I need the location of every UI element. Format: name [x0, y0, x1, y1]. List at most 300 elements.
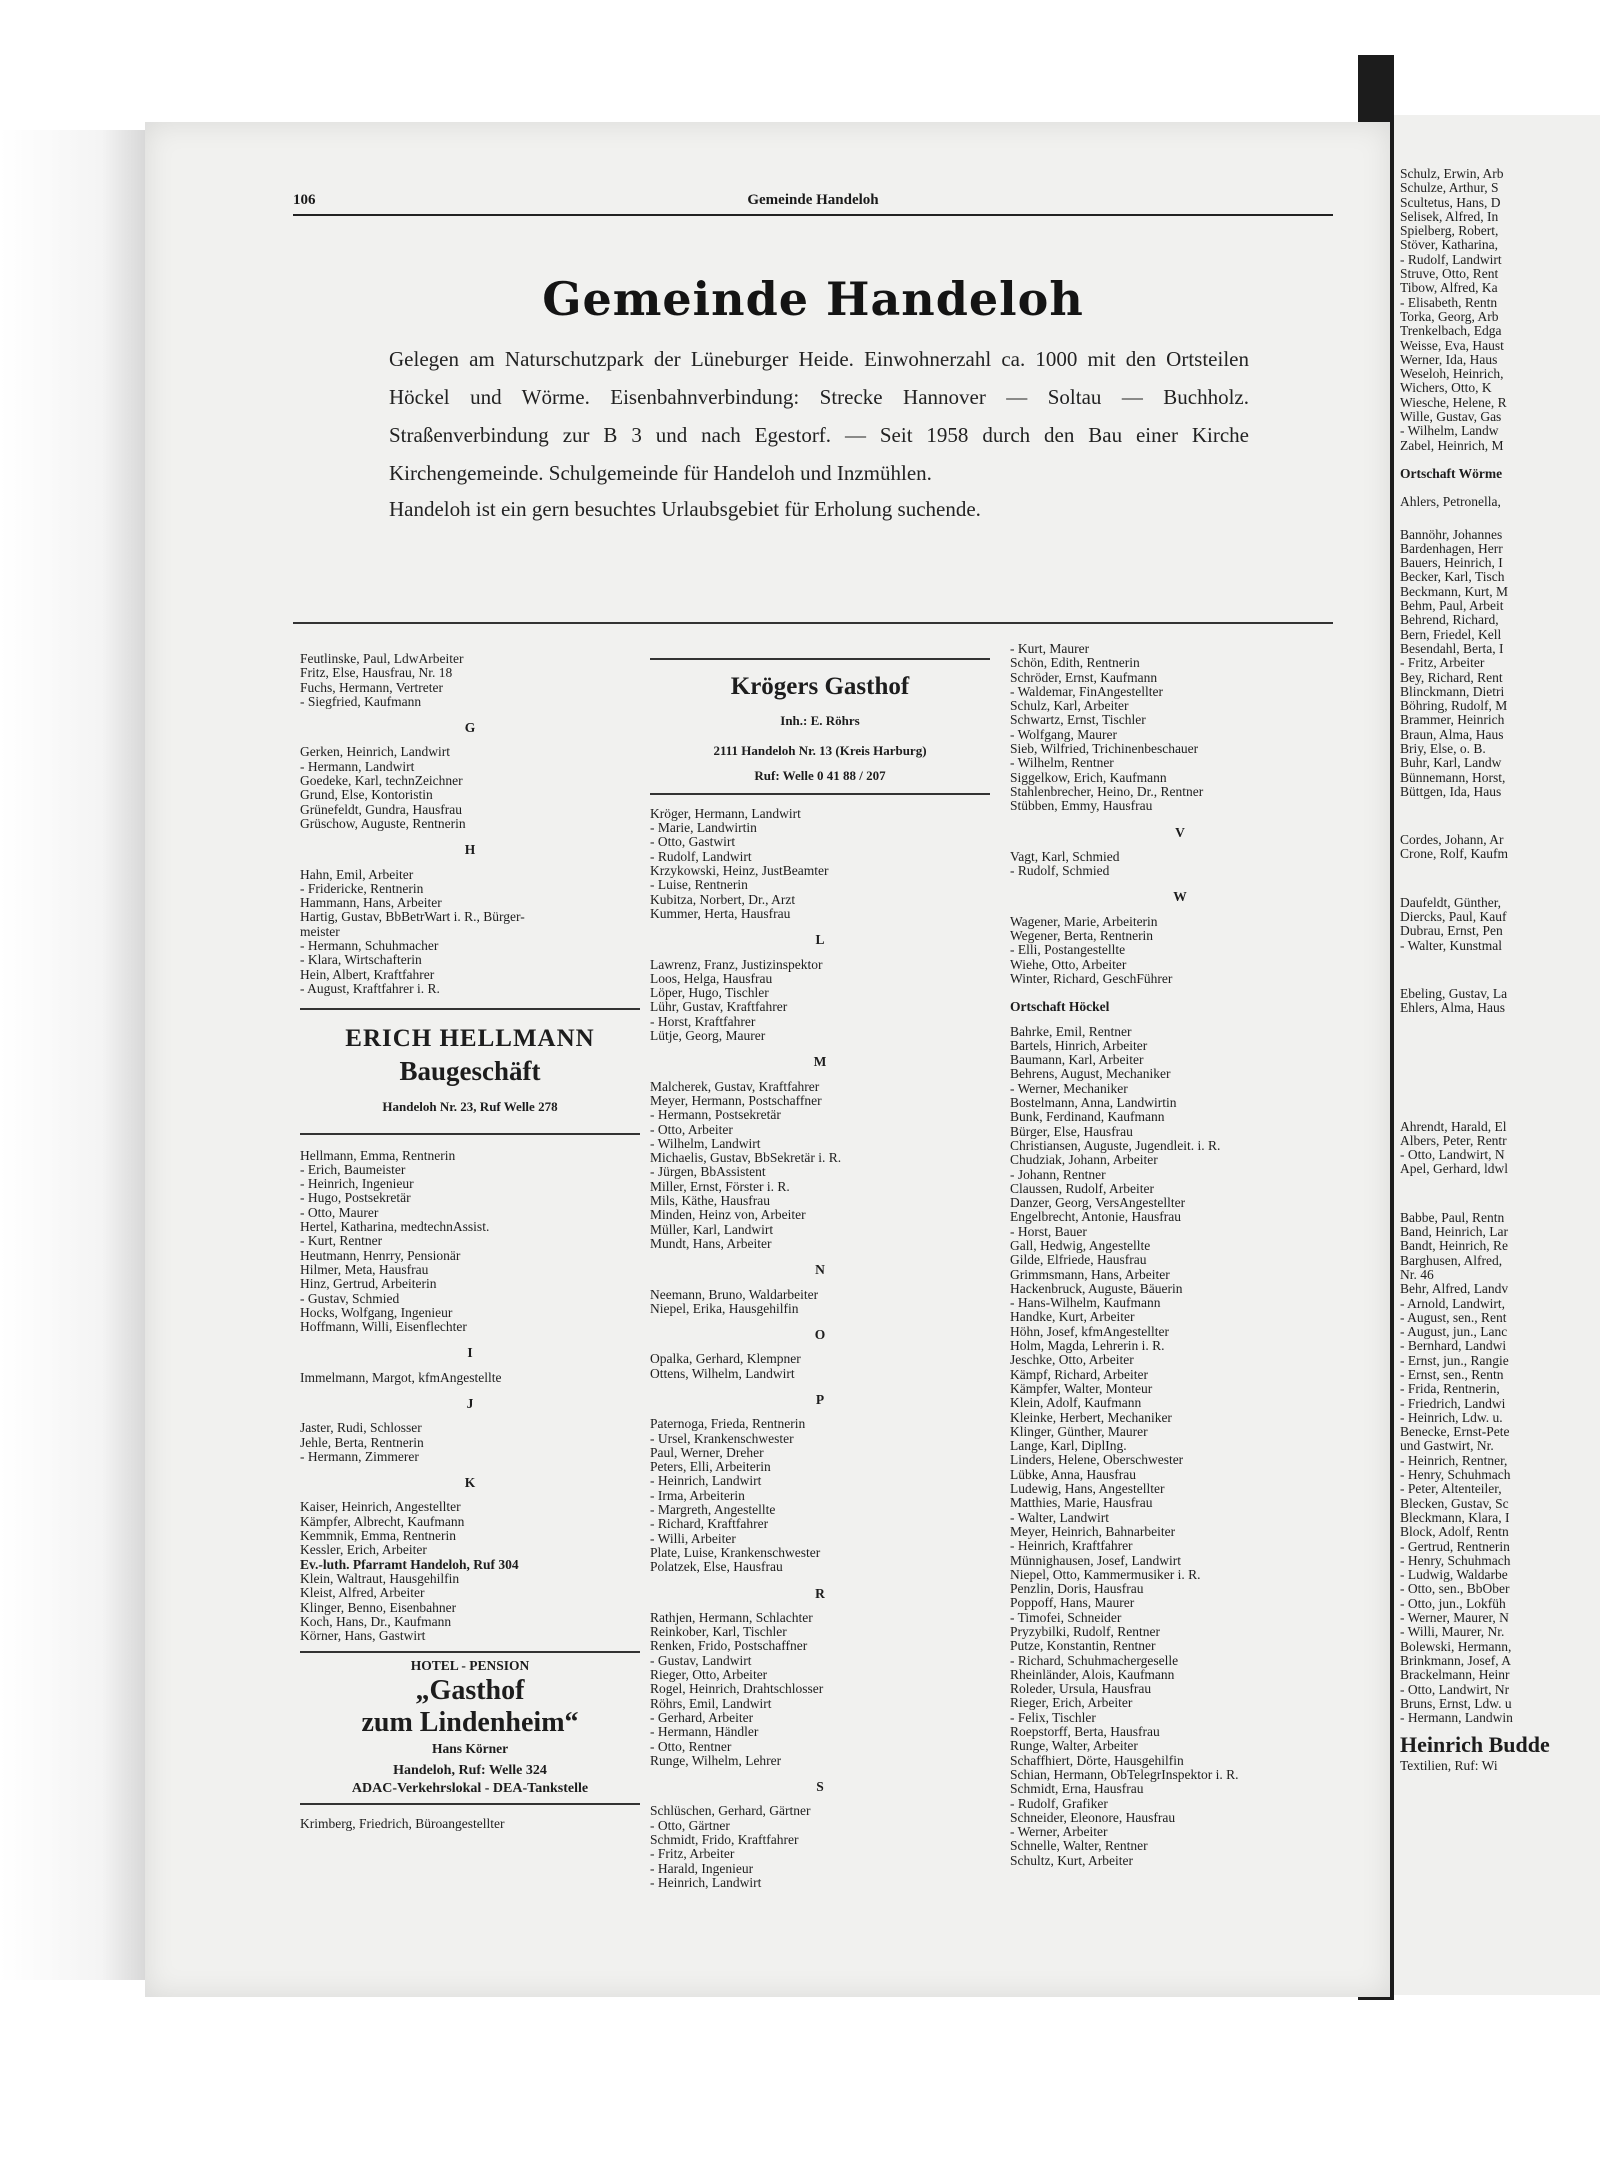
directory-entry: - Klara, Wirtschafterin — [300, 952, 422, 968]
directory-entry: Mils, Käthe, Hausfrau — [650, 1193, 770, 1209]
directory-entry: Wille, Gustav, Gas — [1400, 409, 1502, 425]
running-title: Gemeinde Handeloh — [747, 192, 879, 208]
directory-entry: Müller, Karl, Landwirt — [650, 1221, 774, 1237]
entry-list-g — [300, 745, 640, 831]
directory-entry: - Waldemar, FinAngestellter — [1010, 683, 1163, 699]
directory-entry: - Walter, Kunstmal — [1400, 937, 1502, 953]
letter-heading-m: M — [813, 1054, 827, 1070]
directory-entry: Wichers, Otto, K — [1400, 380, 1492, 396]
directory-entry: - Hugo, Postsekretär — [300, 1190, 411, 1206]
entry-list-f — [1400, 987, 1550, 1016]
directory-entry: Behr, Alfred, Landv — [1400, 1281, 1509, 1297]
spacer — [1400, 1068, 1550, 1120]
directory-entry: - Heinrich, Landwirt — [650, 1874, 762, 1890]
directory-entry: Löper, Hugo, Tischler — [650, 985, 769, 1001]
directory-entry: - Henry, Schuhmach — [1400, 1552, 1511, 1568]
directory-entry: Grüschow, Auguste, Rentnerin — [300, 815, 466, 831]
directory-column-1 — [300, 652, 640, 1831]
ad-erich-hellmann — [300, 1008, 640, 1134]
directory-entry: Paternoga, Frieda, Rentnerin — [650, 1416, 806, 1432]
directory-entry: Malcherek, Gustav, Kraftfahrer — [650, 1078, 820, 1094]
scan-margin-left — [0, 130, 145, 1980]
directory-entry: Matthies, Marie, Hausfrau — [1010, 1495, 1153, 1511]
directory-entry: Danzer, Georg, VersAngestellter — [1010, 1195, 1186, 1211]
directory-entry: - Otto, Arbeiter — [650, 1121, 733, 1137]
directory-entry: Werner, Ida, Haus — [1400, 351, 1498, 367]
directory-entry: Bostelmann, Anna, Landwirtin — [1010, 1095, 1177, 1111]
section-heading-woerme: Ortschaft Wörme — [1400, 465, 1503, 481]
directory-entry: Schaffhiert, Dörte, Hausgehilfin — [1010, 1752, 1184, 1768]
directory-entry: Hein, Albert, Kraftfahrer — [300, 966, 435, 982]
directory-entry: Neemann, Bruno, Waldarbeiter — [650, 1286, 819, 1302]
directory-entry: - Heinrich, Kraftfahrer — [1010, 1538, 1133, 1554]
directory-entry: Hilmer, Meta, Hausfrau — [300, 1261, 429, 1277]
directory-entry: - Hermann, Händler — [650, 1724, 759, 1740]
page-title: Gemeinde Handeloh — [542, 272, 1084, 326]
directory-entry: Schulz, Karl, Arbeiter — [1010, 698, 1129, 714]
directory-entry: - Johann, Rentner — [1010, 1166, 1106, 1182]
directory-entry: Heutmann, Henrry, Pensionär — [300, 1247, 461, 1263]
directory-entry: Penzlin, Doris, Hausfrau — [1010, 1581, 1144, 1597]
directory-entry: Röhrs, Emil, Landwirt — [650, 1695, 772, 1711]
directory-entry: Krimberg, Friedrich, Büroangestellter — [300, 1815, 505, 1831]
letter-heading-r: R — [815, 1585, 825, 1601]
directory-entry: - August, Kraftfahrer i. R. — [300, 980, 440, 996]
entry-list-c — [1400, 528, 1550, 800]
directory-entry: Böhring, Rudolf, M — [1400, 698, 1508, 714]
entry-list-f — [300, 652, 640, 709]
directory-entry: - Ludwig, Waldarbe — [1400, 1567, 1508, 1583]
directory-entry: Meyer, Hermann, Postschaffner — [650, 1092, 822, 1108]
directory-entry: Gerken, Heinrich, Landwirt — [300, 744, 450, 760]
directory-entry: Roleder, Ursula, Hausfrau — [1010, 1681, 1152, 1697]
ad-rule — [300, 1803, 640, 1805]
directory-entry: - Kurt, Maurer — [1010, 641, 1090, 656]
directory-entry: Rogel, Heinrich, Drahtschlosser — [650, 1681, 824, 1697]
directory-entry: Hahn, Emil, Arbeiter — [300, 866, 414, 882]
directory-entry: Körner, Hans, Gastwirt — [300, 1628, 426, 1644]
directory-entry: meister — [300, 923, 340, 939]
directory-entry: Lange, Karl, DiplIng. — [1010, 1438, 1127, 1454]
spacer — [1400, 862, 1550, 896]
directory-entry: Pryzybilki, Rudolf, Rentner — [1010, 1624, 1160, 1639]
directory-entry: - Horst, Bauer — [1010, 1223, 1087, 1239]
directory-entry: Jeschke, Otto, Arbeiter — [1010, 1352, 1134, 1368]
directory-entry: Bandt, Heinrich, Re — [1400, 1238, 1508, 1254]
directory-entry: Barghusen, Alfred, — [1400, 1252, 1503, 1268]
directory-entry: Minden, Heinz von, Arbeiter — [650, 1207, 806, 1223]
directory-entry: Michaelis, Gustav, BbSekretär i. R. — [650, 1150, 842, 1166]
directory-entry: Niepel, Otto, Kammermusiker i. R. — [1010, 1566, 1201, 1582]
entry-list-a — [1400, 167, 1550, 453]
entry-list-s — [650, 1804, 990, 1890]
directory-entry: Schröder, Ernst, Kaufmann — [1010, 669, 1158, 685]
directory-entry: Bolewski, Hermann, — [1400, 1638, 1512, 1654]
directory-entry: Babbe, Paul, Rentn — [1400, 1209, 1505, 1225]
directory-entry: Feutlinske, Paul, LdwArbeiter — [300, 651, 464, 666]
spacer — [1400, 1177, 1550, 1211]
directory-entry: - Werner, Arbeiter — [1010, 1824, 1108, 1840]
directory-entry: - Hermann, Zimmerer — [300, 1448, 419, 1464]
letter-heading-w: W — [1173, 889, 1187, 905]
directory-entry: - Willi, Arbeiter — [650, 1530, 736, 1546]
entry-list-s — [1010, 642, 1350, 814]
directory-entry: Cordes, Johann, Ar — [1400, 832, 1504, 848]
directory-entry: Hackenbruck, Auguste, Bäuerin — [1010, 1280, 1183, 1296]
directory-entry: - Heinrich, Ingenieur — [300, 1176, 414, 1192]
ad-rule — [300, 1133, 640, 1135]
facing-page-entries — [1400, 167, 1550, 1774]
ad-company-name: ERICH HELLMANN — [345, 1025, 595, 1053]
directory-entry: Schlüschen, Gerhard, Gärtner — [650, 1803, 811, 1819]
entry-list-p — [650, 1417, 990, 1574]
directory-entry: - Irma, Arbeiterin — [650, 1487, 745, 1503]
letter-heading-n: N — [815, 1262, 825, 1278]
parish-office-entry: Ev.-luth. Pfarramt Handeloh, Ruf 304 — [300, 1556, 519, 1572]
directory-entry: Diercks, Paul, Kauf — [1400, 909, 1507, 925]
directory-entry: - Marie, Landwirtin — [650, 820, 757, 836]
directory-entry: Schmidt, Frido, Kraftfahrer — [650, 1832, 799, 1847]
directory-entry: - Peter, Altenteiler, — [1400, 1481, 1502, 1497]
directory-entry: Band, Heinrich, Lar — [1400, 1224, 1508, 1240]
directory-entry: Paul, Werner, Dreher — [650, 1444, 764, 1460]
letter-heading-j: J — [466, 1395, 474, 1411]
directory-entry: - Otto, jun., Lokfüh — [1400, 1595, 1506, 1611]
directory-entry: - Rudolf, Grafiker — [1010, 1795, 1108, 1811]
directory-entry: - Harald, Ingenieur — [650, 1860, 754, 1876]
directory-column-3 — [1010, 642, 1350, 1868]
directory-entry: Tibow, Alfred, Ka — [1400, 280, 1498, 296]
directory-entry: Rathjen, Hermann, Schlachter — [650, 1609, 813, 1625]
directory-entry: Holm, Magda, Lehrerin i. R. — [1010, 1338, 1165, 1354]
entry-list-j — [300, 1421, 640, 1464]
directory-entry: Grimmsmann, Hans, Arbeiter — [1010, 1266, 1170, 1282]
directory-entry: Briy, Else, o. B. — [1400, 740, 1486, 756]
ad-owner: Hans Körner — [431, 1740, 509, 1756]
directory-entry: Runge, Walter, Arbeiter — [1010, 1738, 1138, 1754]
directory-entry: Hertel, Katharina, medtechnAssist. — [300, 1219, 490, 1235]
letter-heading-h: H — [464, 842, 476, 858]
directory-entry: Schmidt, Erna, Hausfrau — [1010, 1781, 1144, 1797]
directory-entry: Wagener, Marie, Arbeiterin — [1010, 913, 1158, 929]
entry-list-h — [1400, 1211, 1550, 1726]
directory-entry: Jehle, Berta, Rentnerin — [300, 1434, 424, 1450]
directory-entry: Stahlenbrecher, Heino, Dr., Rentner — [1010, 783, 1204, 799]
directory-entry: Koch, Hans, Dr., Kaufmann — [300, 1613, 452, 1629]
directory-entry: Behrens, August, Mechaniker — [1010, 1066, 1171, 1082]
entry-list-h2 — [300, 1149, 640, 1335]
directory-entry: - Richard, Kraftfahrer — [650, 1516, 769, 1532]
directory-entry: Loos, Helga, Hausfrau — [650, 970, 773, 986]
directory-entry: Spielberg, Robert, — [1400, 223, 1499, 239]
letter-heading-v: V — [1175, 824, 1185, 840]
directory-entry: Bleckmann, Klara, I — [1400, 1509, 1510, 1525]
directory-entry: Immelmann, Margot, kfmAngestellte — [300, 1369, 502, 1385]
directory-entry: Kemmnik, Emma, Rentnerin — [300, 1528, 456, 1544]
directory-entry: - Gerhard, Arbeiter — [650, 1709, 754, 1725]
directory-entry: Kaiser, Heinrich, Angestellter — [300, 1499, 461, 1515]
directory-entry: Lütje, Georg, Maurer — [650, 1028, 766, 1044]
directory-entry: Vagt, Karl, Schmied — [1010, 848, 1120, 864]
directory-entry: Hellmann, Emma, Rentnerin — [300, 1147, 456, 1163]
directory-entry: Block, Adolf, Rentn — [1400, 1524, 1509, 1540]
directory-entry: Wegener, Berta, Rentnerin — [1010, 928, 1154, 944]
directory-entry: Hocks, Wolfgang, Ingenieur — [300, 1304, 453, 1320]
directory-entry: Ahlers, Petronella, — [1400, 494, 1501, 510]
directory-entry: - Hermann, Landwin — [1400, 1710, 1513, 1726]
section-heading-hoeckel: Ortschaft Höckel — [1010, 999, 1110, 1015]
directory-entry: - Rudolf, Landwirt — [1400, 251, 1502, 267]
directory-entry: - Heinrich, Rentner, — [1400, 1452, 1508, 1468]
directory-entry: Selisek, Alfred, In — [1400, 208, 1499, 224]
intro-paragraph: Gelegen am Naturschutzpark der Lüneburger Heide. Einwohnerzahl ca. 1000 mit den Ortsteilen Höckel und Wörme. Eisenbahnverbindung: Strecke Hannover — Soltau — Buchholz. Straßenverbindung zur B 3 und nach Egestorf. — Seit 1958 durch den Bau einer Kirche Kirchengemeinde. Schulgemeinde für Handeloh und Inzmühlen. — [389, 347, 1249, 485]
directory-entry: Stöver, Katharina, — [1400, 237, 1499, 253]
directory-entry: - Elisabeth, Rentn — [1400, 294, 1498, 310]
directory-entry: Buhr, Karl, Landw — [1400, 755, 1502, 771]
entry-list-i — [300, 1371, 640, 1385]
entry-list-r — [650, 1611, 990, 1768]
directory-entry: Bey, Richard, Rent — [1400, 669, 1503, 685]
directory-entry: - Hermann, Landwirt — [300, 758, 415, 774]
directory-entry: Poppoff, Hans, Maurer — [1010, 1595, 1135, 1611]
directory-entry: Bartels, Hinrich, Arbeiter — [1010, 1037, 1148, 1053]
entry-list-o — [650, 1352, 990, 1381]
letter-heading-l: L — [815, 932, 825, 948]
ad-category: HOTEL - PENSION — [410, 1658, 530, 1674]
section-divider — [293, 622, 1333, 624]
entry-list-k — [300, 1500, 640, 1557]
entry-list-v — [1010, 850, 1350, 879]
directory-entry: - Ursel, Krankenschwester — [650, 1430, 794, 1446]
directory-entry: Plate, Luise, Krankenschwester — [650, 1544, 821, 1560]
directory-entry: Miller, Ernst, Förster i. R. — [650, 1178, 790, 1194]
directory-entry: Baumann, Karl, Arbeiter — [1010, 1052, 1144, 1068]
directory-entry: Bauers, Heinrich, I — [1400, 555, 1503, 571]
directory-entry: - Rudolf, Landwirt — [650, 848, 752, 864]
directory-entry: Fuchs, Hermann, Vertreter — [300, 679, 443, 695]
letter-heading-p: P — [815, 1391, 825, 1407]
directory-entry: - Otto, Gärtner — [650, 1817, 730, 1833]
directory-entry: Opalka, Gerhard, Klempner — [650, 1351, 801, 1367]
directory-entry: - Horst, Kraftfahrer — [650, 1013, 756, 1029]
directory-entry: Wiesche, Helene, R — [1400, 394, 1507, 410]
directory-entry: - Friedrich, Landwi — [1400, 1395, 1506, 1411]
directory-entry: - Hans-Wilhelm, Kaufmann — [1010, 1295, 1161, 1311]
directory-entry: Schnelle, Walter, Rentner — [1010, 1838, 1148, 1854]
directory-entry: - Frida, Rentnerin, — [1400, 1381, 1500, 1397]
facing-page-cropped — [1394, 115, 1600, 1995]
directory-entry: Zabel, Heinrich, M — [1400, 437, 1504, 453]
directory-entry: - Jürgen, BbAssistent — [650, 1164, 766, 1180]
directory-entry: Beckmann, Kurt, M — [1400, 583, 1508, 599]
directory-entry: Schön, Edith, Rentnerin — [1010, 655, 1140, 671]
directory-entry: Dubrau, Ernst, Pen — [1400, 923, 1503, 939]
entry-list-m — [650, 1080, 990, 1252]
directory-entry: - Werner, Mechaniker — [1010, 1080, 1128, 1096]
directory-entry: Sieb, Wilfried, Trichinenbeschauer — [1010, 741, 1199, 757]
intro-paragraph-2: Handeloh ist ein gern besuchtes Urlaubsgebiet für Erholung suchende. — [389, 497, 981, 521]
ad-name-line-2: zum Lindenheim“ — [361, 1706, 579, 1738]
directory-entry: Schian, Hermann, ObTelegrInspektor i. R. — [1010, 1766, 1239, 1782]
directory-entry: - Felix, Tischler — [1010, 1709, 1096, 1725]
directory-entry: Chudziak, Johann, Arbeiter — [1010, 1152, 1158, 1168]
directory-entry: Ebeling, Gustav, La — [1400, 985, 1508, 1001]
directory-entry: Gall, Hedwig, Angestellte — [1010, 1237, 1151, 1253]
directory-entry: Runge, Wilhelm, Lehrer — [650, 1752, 782, 1768]
directory-entry: Schwartz, Ernst, Tischler — [1010, 712, 1146, 728]
directory-entry: - Fritz, Arbeiter — [1400, 655, 1485, 671]
directory-entry: Schultz, Kurt, Arbeiter — [1010, 1852, 1133, 1868]
book-page-106 — [145, 122, 1390, 1997]
ad-subline: Textilien, Ruf: Wi — [1400, 1758, 1498, 1774]
entry-list-hoeckel — [1010, 1025, 1350, 1869]
entry-list-e — [1400, 896, 1550, 953]
ad-phone: Ruf: Welle 0 41 88 / 207 — [754, 767, 886, 783]
directory-entry: - Otto, Maurer — [300, 1204, 379, 1220]
directory-entry: Schneider, Eleonore, Hausfrau — [1010, 1809, 1176, 1825]
directory-entry: - Walter, Landwirt — [1010, 1509, 1109, 1525]
directory-entry: Niepel, Erika, Hausgehilfin — [650, 1300, 799, 1316]
directory-entry: Lawrenz, Franz, Justizinspektor — [650, 956, 823, 972]
directory-entry: Brackelmann, Heinr — [1400, 1667, 1510, 1683]
directory-entry: Rieger, Otto, Arbeiter — [650, 1667, 768, 1683]
directory-entry: Siggelkow, Erich, Kaufmann — [1010, 769, 1167, 785]
ad-address: Handeloh, Ruf: Welle 324 — [393, 1763, 547, 1779]
directory-entry: Daufeldt, Günther, — [1400, 894, 1502, 910]
directory-entry: Hinz, Gertrud, Arbeiterin — [300, 1276, 437, 1292]
ad-services: ADAC-Verkehrslokal - DEA-Tankstelle — [351, 1781, 589, 1797]
directory-entry: Handke, Kurt, Arbeiter — [1010, 1309, 1135, 1325]
entry-list-n — [650, 1288, 990, 1317]
directory-entry: - Henry, Schuhmach — [1400, 1467, 1511, 1483]
directory-entry: Höhn, Josef, kfmAngestellter — [1010, 1323, 1169, 1339]
entry-list-k2 — [300, 1572, 640, 1643]
directory-entry: Kubitza, Norbert, Dr., Arzt — [650, 891, 796, 907]
directory-entry: Behm, Paul, Arbeit — [1400, 598, 1504, 614]
ad-name: Krögers Gasthof — [730, 673, 910, 700]
directory-entry: - Margreth, Angestellte — [650, 1502, 776, 1518]
directory-entry: Apel, Gerhard, ldwl — [1400, 1161, 1508, 1177]
directory-entry: - Siegfried, Kaufmann — [300, 693, 422, 709]
directory-entry: Lühr, Gustav, Kraftfahrer — [650, 999, 788, 1015]
directory-entry: Bürger, Else, Hausfrau — [1010, 1123, 1133, 1139]
spacer — [1400, 1016, 1550, 1068]
directory-entry: Goedeke, Karl, technZeichner — [300, 773, 463, 789]
directory-entry: Becker, Karl, Tisch — [1400, 569, 1505, 585]
directory-entry: Linders, Helene, Oberschwester — [1010, 1452, 1184, 1468]
directory-entry: Brinkmann, Josef, A — [1400, 1652, 1511, 1668]
directory-entry: Peters, Elli, Arbeiterin — [650, 1459, 771, 1475]
entry-list-d — [1400, 833, 1550, 862]
entry-list-w — [1010, 915, 1350, 986]
ad-kroegers-gasthof — [650, 658, 990, 795]
directory-entry: Putze, Konstantin, Rentner — [1010, 1638, 1156, 1654]
directory-entry: Struve, Otto, Rent — [1400, 266, 1499, 282]
page-number: 106 — [293, 192, 316, 208]
directory-entry: Hammann, Hans, Arbeiter — [300, 895, 442, 911]
directory-entry: Christiansen, Auguste, Jugendleit. i. R. — [1010, 1137, 1221, 1153]
directory-entry: Winter, Richard, GeschFührer — [1010, 970, 1173, 986]
ad-owner: Inh.: E. Röhrs — [780, 713, 860, 728]
directory-entry: Kämpfer, Albrecht, Kaufmann — [300, 1513, 465, 1529]
directory-entry: - Ernst, sen., Rentn — [1400, 1367, 1504, 1382]
directory-entry: Scultetus, Hans, D — [1400, 194, 1501, 210]
directory-entry: - Rudolf, Schmied — [1010, 863, 1110, 879]
spacer — [1400, 953, 1550, 987]
directory-entry: Engelbrecht, Antonie, Hausfrau — [1010, 1209, 1181, 1225]
directory-entry: Wiehe, Otto, Arbeiter — [1010, 956, 1127, 972]
directory-entry: - Otto, Rentner — [650, 1738, 732, 1754]
directory-entry: Bardenhagen, Herr — [1400, 540, 1503, 556]
directory-entry: - Luise, Rentnerin — [650, 877, 748, 893]
directory-entry: - Fritz, Arbeiter — [650, 1846, 735, 1862]
directory-entry: - Otto, Landwirt, Nr — [1400, 1681, 1510, 1697]
directory-entry: Behrend, Richard, — [1400, 612, 1499, 628]
directory-entry: Grünefeldt, Gundra, Hausfrau — [300, 801, 462, 817]
directory-entry: - Wolfgang, Maurer — [1010, 726, 1118, 742]
directory-entry: - Arnold, Landwirt, — [1400, 1295, 1505, 1311]
letter-heading-s: S — [816, 1779, 824, 1795]
directory-entry: Fritz, Else, Hausfrau, Nr. 18 — [300, 665, 453, 681]
directory-entry: Klinger, Günther, Maurer — [1010, 1423, 1148, 1439]
running-head — [293, 190, 1333, 216]
ad-address: 2111 Handeloh Nr. 13 (Kreis Harburg) — [713, 743, 927, 759]
entry-list-k — [650, 807, 990, 921]
directory-entry: - Heinrich, Ldw. u. — [1400, 1409, 1503, 1425]
directory-entry: Klein, Waltraut, Hausgehilfin — [300, 1570, 460, 1586]
directory-entry: Weisse, Eva, Haust — [1400, 337, 1504, 353]
directory-entry: Münnighausen, Josef, Landwirt — [1010, 1552, 1181, 1568]
directory-entry: Mundt, Hans, Arbeiter — [650, 1235, 772, 1251]
ad-company-type: Baugeschäft — [399, 1056, 541, 1087]
directory-entry: - Hermann, Schuhmacher — [300, 938, 439, 954]
directory-entry: und Gastwirt, Nr. — [1400, 1438, 1494, 1454]
directory-entry: Blinckmann, Dietri — [1400, 683, 1505, 699]
directory-entry: Hoffmann, Willi, Eisenflechter — [300, 1319, 467, 1335]
directory-entry: - Bernhard, Landwi — [1400, 1338, 1507, 1354]
directory-entry: - August, sen., Rent — [1400, 1309, 1507, 1325]
directory-entry: Braun, Alma, Haus — [1400, 726, 1504, 742]
entry-list-h — [300, 868, 640, 997]
entry-list-l — [650, 958, 990, 1044]
directory-entry: Ludewig, Hans, Angestellter — [1010, 1481, 1165, 1497]
directory-entry: Schulz, Erwin, Arb — [1400, 166, 1504, 181]
directory-entry: Büttgen, Ida, Haus — [1400, 783, 1502, 799]
spacer — [1400, 510, 1550, 528]
directory-entry: Kämpfer, Walter, Monteur — [1010, 1380, 1153, 1396]
directory-entry: Besendahl, Berta, I — [1400, 640, 1504, 656]
directory-entry: Rheinländer, Alois, Kaufmann — [1010, 1666, 1175, 1682]
directory-entry: - Wilhelm, Landw — [1400, 423, 1499, 439]
directory-entry: Claussen, Rudolf, Arbeiter — [1010, 1180, 1154, 1196]
directory-entry: Kleinke, Herbert, Mechaniker — [1010, 1409, 1172, 1425]
directory-entry: Brammer, Heinrich — [1400, 712, 1505, 728]
directory-entry: - Otto, sen., BbOber — [1400, 1581, 1510, 1597]
directory-entry: Trenkelbach, Edga — [1400, 323, 1502, 339]
directory-entry: Bünnemann, Horst, — [1400, 769, 1506, 785]
directory-entry: Rieger, Erich, Arbeiter — [1010, 1695, 1133, 1711]
directory-entry: Ottens, Wilhelm, Landwirt — [650, 1365, 795, 1381]
directory-entry: Kummer, Herta, Hausfrau — [650, 905, 791, 921]
directory-entry: Jaster, Rudi, Schlosser — [300, 1420, 422, 1436]
directory-entry: - Willi, Maurer, Nr. — [1400, 1624, 1505, 1640]
directory-entry: - Hermann, Postsekretär — [650, 1107, 781, 1123]
directory-entry: - Richard, Schuhmachergeselle — [1010, 1652, 1179, 1668]
directory-entry: - Wilhelm, Landwirt — [650, 1135, 761, 1151]
directory-entry: Meyer, Heinrich, Bahnarbeiter — [1010, 1523, 1176, 1539]
ad-rule — [300, 1008, 640, 1010]
directory-entry: Reinkober, Karl, Tischler — [650, 1624, 787, 1640]
